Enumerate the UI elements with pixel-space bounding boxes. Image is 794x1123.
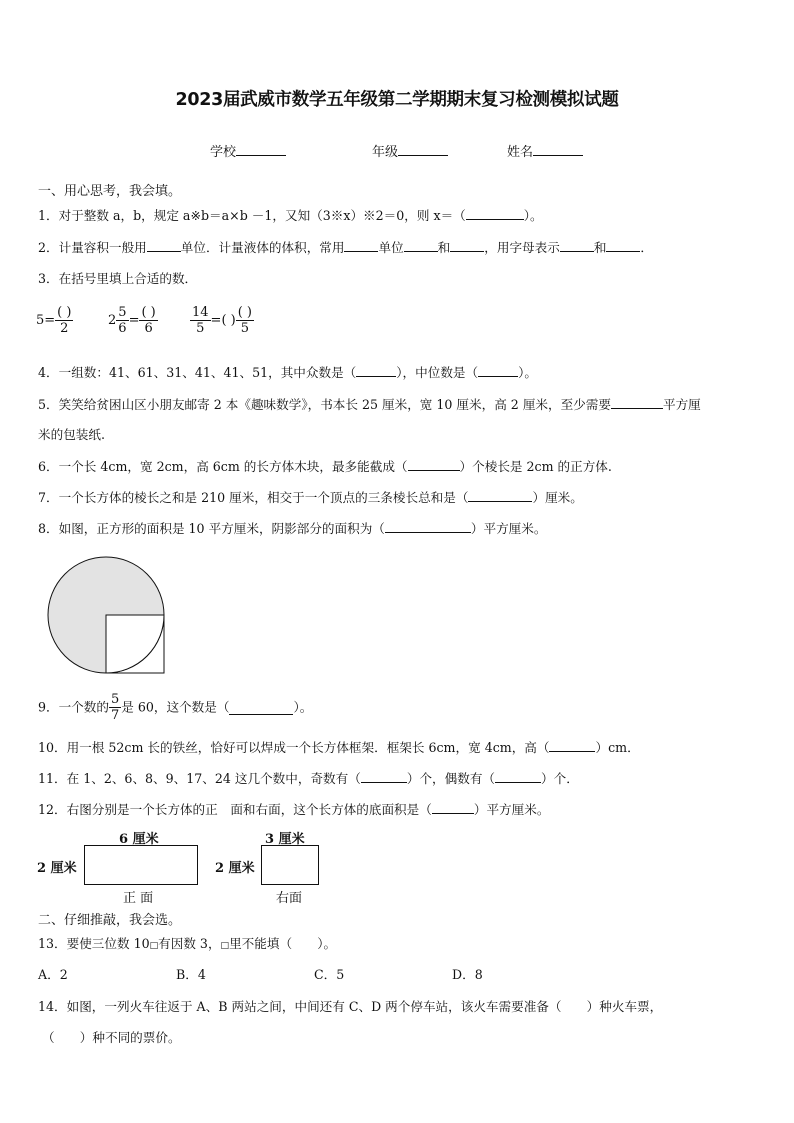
- q2-blank-4[interactable]: [450, 238, 484, 252]
- q9-answer-blank[interactable]: [229, 701, 293, 715]
- q11-text-b: ）个，偶数有（: [406, 771, 495, 786]
- q11-blank-odd[interactable]: [361, 769, 407, 783]
- q3-e2-rden: 6: [144, 321, 153, 336]
- question-14: 14．如图，一列火车往返于 A、B 两站之间，中间还有 C、D 两个停车站，该火车需要准备（ ）种火车票，: [38, 999, 663, 1014]
- q2-text-7: ．: [640, 240, 654, 255]
- q12-text-b: ）平方厘米。: [473, 802, 550, 817]
- q1-text-b: ）。: [523, 208, 543, 223]
- q4-blank-mode[interactable]: [356, 363, 396, 377]
- q9-text-b: 是 60，这个数是（: [121, 699, 230, 715]
- q12-side-caption: 右面: [276, 891, 303, 906]
- q11-text-c: ）个．: [541, 771, 579, 786]
- q13-option-c[interactable]: C．5: [314, 967, 345, 982]
- q13-option-b[interactable]: B．4: [176, 967, 206, 982]
- q3-e2-den: 6: [118, 321, 127, 336]
- q13-text-b: 有因数 3，: [158, 936, 221, 951]
- q2-blank-3[interactable]: [404, 238, 438, 252]
- q13-option-d[interactable]: D．8: [452, 967, 483, 982]
- q5-text-a: 5．笑笑给贫困山区小朋友邮寄 2 本《趣味数学》，书本长 25 厘米，宽 10 厘米，高 2 厘米，至少需要: [38, 397, 611, 412]
- q2-blank-6[interactable]: [606, 238, 640, 252]
- q12-side-left-label: 2 厘米: [215, 861, 255, 876]
- q3-e2-eq: =: [128, 313, 140, 328]
- q12-text-a: 12．右图分别是一个长方体的正 面和右面，这个长方体的底面积是（: [38, 802, 432, 817]
- q9-frac-num: 5: [110, 692, 120, 707]
- question-12: [38, 800, 549, 819]
- school-field[interactable]: [210, 141, 286, 160]
- question-3: 3．在括号里填上合适的数．: [38, 271, 198, 286]
- q3-e3-rden: 5: [240, 321, 249, 336]
- q13-option-a[interactable]: A．2: [38, 967, 68, 982]
- question-9: [38, 692, 312, 728]
- q7-text-b: ）厘米。: [532, 490, 583, 505]
- question-5-cont: 米的包装纸.: [38, 427, 105, 442]
- q1-answer-blank[interactable]: [466, 206, 524, 220]
- question-10: [38, 738, 640, 757]
- q2-text-3: 单位: [378, 240, 404, 255]
- q7-answer-blank[interactable]: [468, 488, 532, 502]
- q6-text-b: ）个棱长是 2cm 的正方体.: [459, 459, 612, 474]
- q11-text-a: 11．在 1、2、6、8、9、17、24 这几个数中，奇数有（: [38, 771, 361, 786]
- q12-front-rectangle: [84, 845, 198, 885]
- name-field[interactable]: [507, 141, 583, 160]
- q3-e2-blank-num[interactable]: ( ): [141, 305, 156, 320]
- q12-side-top-label: 3 厘米: [265, 832, 305, 847]
- q9-frac-den: 7: [110, 708, 120, 723]
- q3-expression-1: [36, 305, 73, 336]
- question-7: [38, 488, 583, 507]
- question-11: [38, 769, 579, 788]
- q4-text-b: ），中位数是（: [396, 365, 479, 380]
- q4-text-c: ）。: [518, 365, 538, 380]
- q13-text-c: 里不能填（ ）。: [229, 936, 337, 951]
- question-6: [38, 457, 612, 476]
- q12-side-rectangle: [261, 845, 319, 885]
- q3-e1-left: 5=: [36, 313, 56, 328]
- q3-e3-blank-num[interactable]: ( ): [237, 305, 252, 320]
- grade-field[interactable]: [372, 141, 448, 160]
- q12-front-caption: 正 面: [123, 891, 154, 906]
- q9-text-a: 9．一个数的: [38, 699, 109, 715]
- q3-e1-den: 2: [60, 321, 69, 336]
- question-5: [38, 395, 701, 414]
- q10-answer-blank[interactable]: [549, 738, 595, 752]
- school-blank[interactable]: [236, 142, 286, 156]
- q5-answer-blank[interactable]: [611, 395, 663, 409]
- q2-text-1: 2．计量容积一般用: [38, 240, 147, 255]
- q2-text-2: 单位．计量液体的体积，常用: [180, 240, 345, 255]
- q9-text-c: ）。: [293, 699, 313, 715]
- q4-blank-median[interactable]: [478, 363, 518, 377]
- q12-answer-blank[interactable]: [432, 800, 474, 814]
- question-14-cont: （ ）种不同的票价。: [42, 1030, 181, 1045]
- q13-digit-box-2: □: [220, 941, 230, 951]
- q3-e3-num: 14: [192, 305, 209, 320]
- q8-circle-square-figure: [44, 555, 168, 677]
- q13-digit-box: □: [149, 941, 159, 951]
- q3-e2-num: 5: [118, 305, 127, 320]
- q2-blank-5[interactable]: [560, 238, 594, 252]
- question-13: [38, 935, 336, 955]
- q2-blank-2[interactable]: [344, 238, 378, 252]
- q3-e2-whole: 2: [108, 313, 117, 328]
- q2-text-5: ，用字母表示: [484, 240, 560, 255]
- page-title: 2023届武威市数学五年级第二学期期末复习检测模拟试题: [175, 90, 619, 110]
- q3-expression-3: [190, 305, 254, 336]
- q10-text-a: 10．用一根 52cm 长的铁丝，恰好可以焊成一个长方体框架．框架长 6cm，宽 4cm，高（: [38, 740, 550, 755]
- section-1-heading: 一、用心思考，我会填。: [38, 184, 182, 199]
- question-1: [38, 206, 543, 225]
- q8-text-b: ）平方厘米。: [470, 521, 547, 536]
- q10-text-b: ）cm．: [595, 740, 640, 755]
- q6-answer-blank[interactable]: [408, 457, 460, 471]
- q2-text-6: 和: [593, 240, 607, 255]
- q8-answer-blank[interactable]: [385, 519, 471, 533]
- grade-blank[interactable]: [398, 142, 448, 156]
- q11-blank-even[interactable]: [495, 769, 541, 783]
- q6-text-a: 6．一个长 4cm，宽 2cm，高 6cm 的长方体木块，最多能截成（: [38, 459, 408, 474]
- q2-text-4: 和: [437, 240, 451, 255]
- q8-text-a: 8．如图，正方形的面积是 10 平方厘米，阴影部分的面积为（: [38, 521, 385, 536]
- name-label: 姓名: [507, 145, 534, 160]
- school-label: 学校: [210, 145, 237, 160]
- grade-label: 年级: [372, 145, 399, 160]
- q3-expression-2: [108, 305, 158, 336]
- q2-blank-1[interactable]: [147, 238, 181, 252]
- q5-text-b: 平方厘: [662, 397, 701, 412]
- question-8: [38, 519, 546, 538]
- question-2: [38, 238, 653, 257]
- q13-text-a: 13．要使三位数 10: [38, 936, 150, 951]
- q1-text-a: 1．对于整数 a，b，规定 a※b＝a×b －1，又知（3※x）※2＝0，则 x＝（: [38, 208, 466, 223]
- q3-e3-whole-blank[interactable]: =( ): [210, 313, 236, 328]
- q4-text-a: 4．一组数：41、61、31、41、41、51，其中众数是（: [38, 365, 357, 380]
- q12-front-left-label: 2 厘米: [37, 861, 77, 876]
- q3-e3-den: 5: [196, 321, 205, 336]
- name-blank[interactable]: [533, 142, 583, 156]
- q12-front-top-label: 6 厘米: [119, 832, 159, 847]
- q3-e1-blank-num[interactable]: ( ): [57, 305, 72, 320]
- q7-text-a: 7．一个长方体的棱长之和是 210 厘米，相交于一个顶点的三条棱长总和是（: [38, 490, 469, 505]
- section-2-heading: 二、仔细推敲，我会选。: [38, 913, 182, 928]
- question-4: [38, 363, 537, 382]
- q8-unshaded-quarter: [106, 615, 164, 673]
